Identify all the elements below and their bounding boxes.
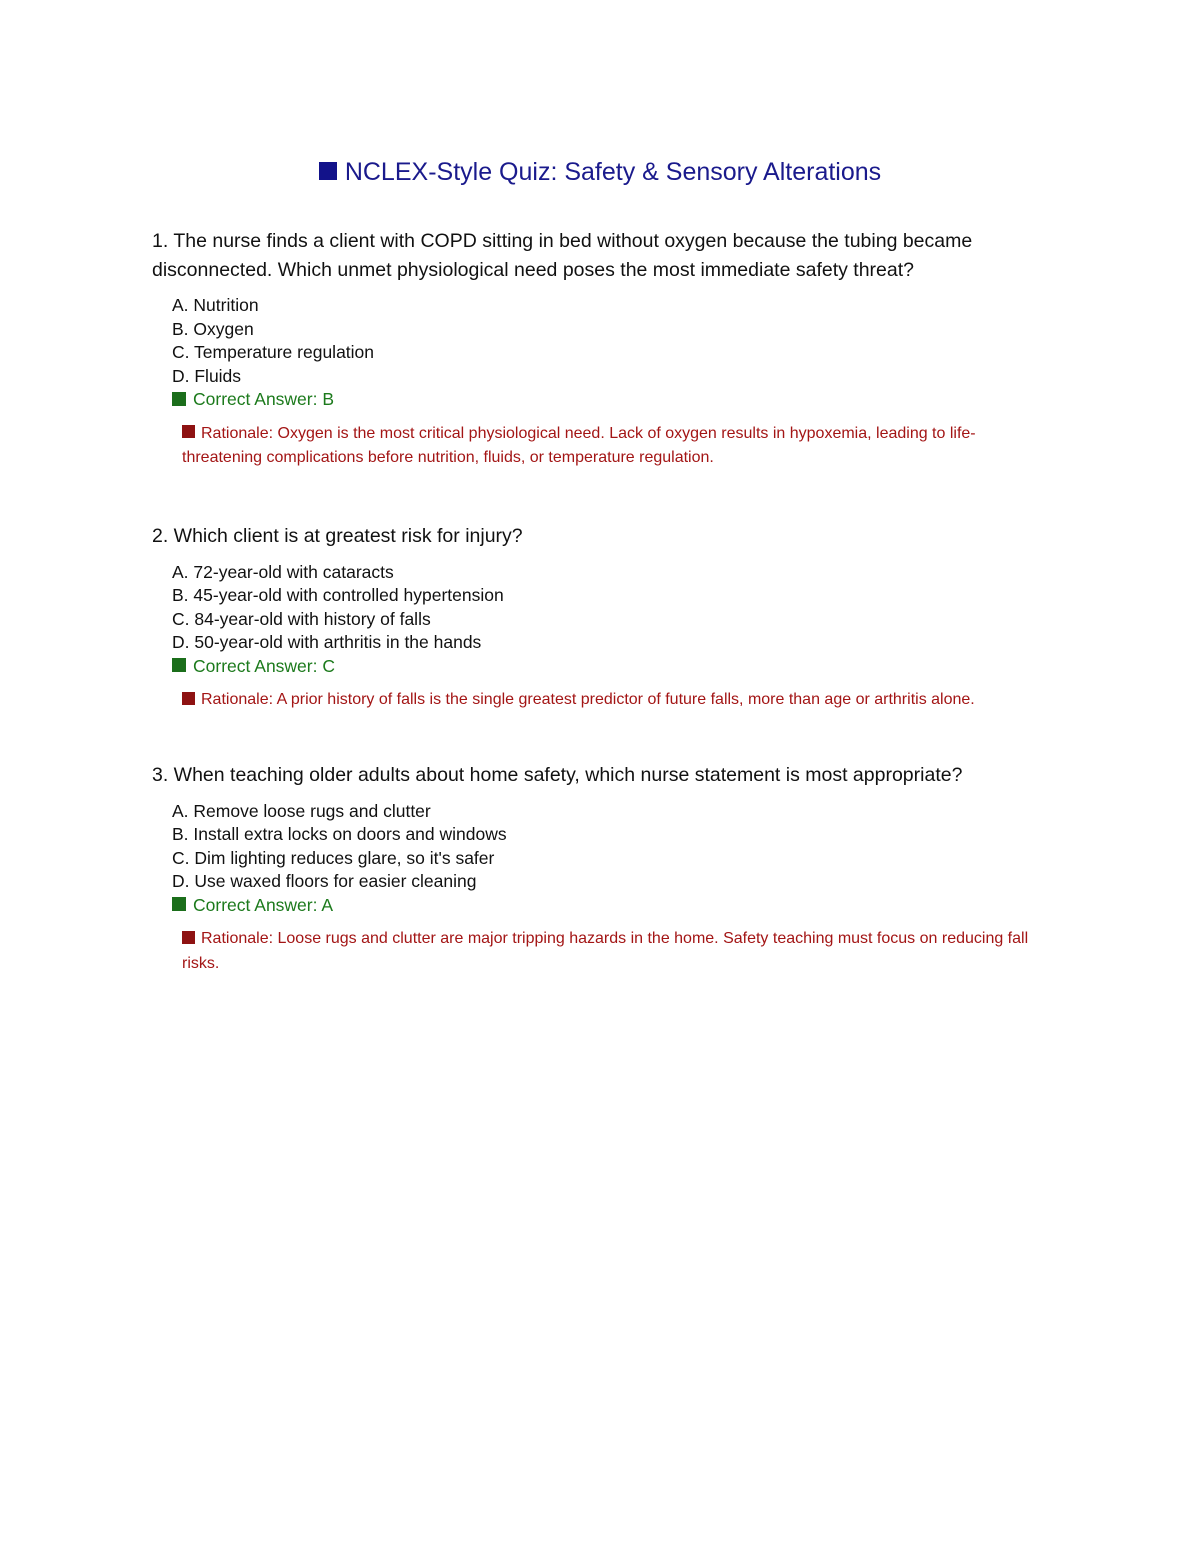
square-bullet-icon bbox=[182, 931, 195, 944]
option-d: D. 50-year-old with arthritis in the hands bbox=[172, 632, 482, 653]
answer-options bbox=[172, 800, 1032, 894]
option-d: D. Fluids bbox=[172, 365, 242, 386]
rationale bbox=[182, 688, 1042, 713]
square-bullet-icon bbox=[172, 897, 186, 911]
question-stem: 1. The nurse finds a client with COPD sitting in bed without oxygen because the tubing became disconnected. Which unmet physiological need poses the most immediate safety threat? bbox=[152, 230, 973, 281]
option-a: A. 72-year-old with cataracts bbox=[172, 561, 394, 582]
rationale-text: Rationale: Loose rugs and clutter are major tripping hazards in the home. Safety teaching must focus on reducing fall risks. bbox=[182, 930, 1029, 972]
answer-options bbox=[172, 294, 1032, 388]
title-text: NCLEX-Style Quiz: Safety & Sensory Alterations bbox=[344, 158, 882, 186]
square-bullet-icon bbox=[182, 692, 195, 705]
option-b: B. 45-year-old with controlled hypertension bbox=[172, 585, 504, 606]
correct-answer-text: Correct Answer: B bbox=[193, 389, 335, 410]
option-c: C. 84-year-old with history of falls bbox=[172, 608, 431, 629]
correct-answer-text: Correct Answer: C bbox=[193, 655, 335, 676]
rationale-text: Rationale: A prior history of falls is the single greatest predictor of future falls, more than age or arthritis alone. bbox=[201, 691, 975, 709]
square-bullet-icon bbox=[172, 392, 186, 406]
question-stem: 2. Which client is at greatest risk for injury? bbox=[152, 525, 523, 547]
option-c: C. Temperature regulation bbox=[172, 342, 375, 363]
option-b: B. Install extra locks on doors and windows bbox=[172, 824, 507, 845]
square-bullet-icon bbox=[319, 162, 337, 180]
rationale bbox=[182, 927, 1042, 976]
option-a: A. Remove loose rugs and clutter bbox=[172, 800, 431, 821]
rationale-text: Rationale: Oxygen is the most critical physiological need. Lack of oxygen results in hypoxemia, leading to life-threatening complications before nutrition, fluids, or temperature regulation. bbox=[182, 424, 976, 467]
option-d: D. Use waxed floors for easier cleaning bbox=[172, 871, 477, 892]
correct-answer bbox=[172, 388, 1032, 412]
square-bullet-icon bbox=[172, 658, 186, 672]
page-title bbox=[0, 155, 1200, 189]
rationale bbox=[182, 422, 1042, 471]
option-c: C. Dim lighting reduces glare, so it's safer bbox=[172, 847, 495, 868]
square-bullet-icon bbox=[182, 425, 195, 438]
option-a: A. Nutrition bbox=[172, 295, 259, 315]
correct-answer bbox=[172, 655, 1032, 679]
correct-answer-text: Correct Answer: A bbox=[193, 894, 334, 915]
correct-answer bbox=[172, 894, 1032, 918]
option-b: B. Oxygen bbox=[172, 318, 254, 339]
question-2 bbox=[152, 522, 1032, 713]
question-1 bbox=[152, 227, 1032, 471]
answer-options bbox=[172, 561, 1032, 655]
question-stem: 3. When teaching older adults about home safety, which nurse statement is most appropriate? bbox=[152, 764, 963, 786]
question-3 bbox=[152, 761, 1032, 976]
